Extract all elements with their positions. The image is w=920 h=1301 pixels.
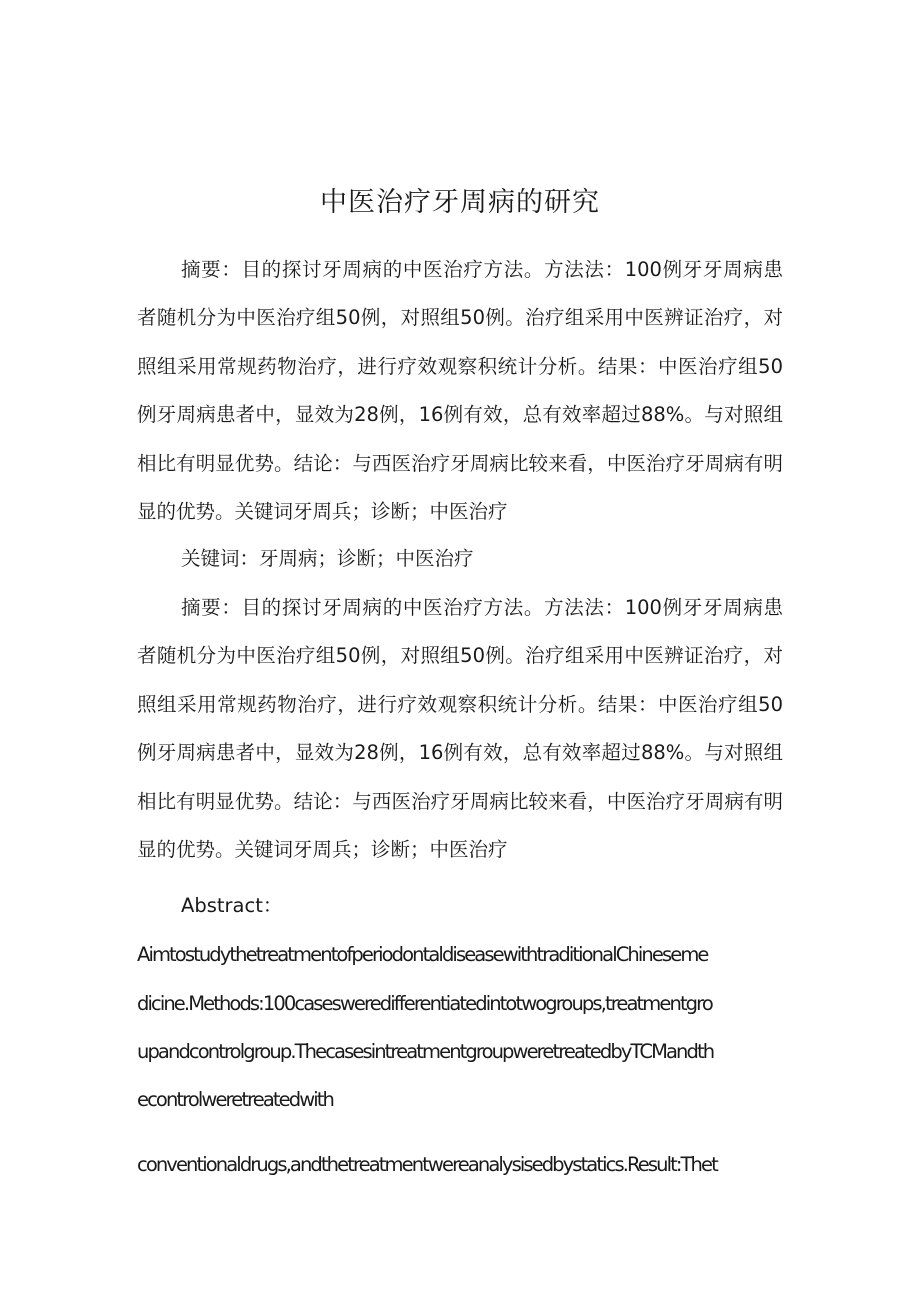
- abstract-en-line: econtrolweretreatedwith: [137, 1088, 333, 1111]
- document-title: 中医治疗牙周病的研究: [320, 187, 600, 218]
- abstract-cn-paragraph-2: 摘要：目的探讨牙周病的中医治疗方法。方法法：100例牙牙周病患者随机分为中医治疗组50例，对照组50例。治疗组采用中医辨证治疗，对照组采用常规药物治疗，进行疗效观察积统计分析。结果：中医治疗组50例牙周病患者中，显效为28例，16例有效，总有效率超过88%。与对照组相比有明显优势。结论：与西医治疗牙周病比较来看，中医治疗牙周病有明显的优势。关键词牙周兵；诊断；中医治疗: [137, 596, 783, 862]
- keywords-cn: 关键词：牙周病；诊断；中医治疗: [181, 547, 474, 570]
- abstract-en-line: conventionaldrugs,andthetreatmentwereanalysisedbystatics.Result:Thet: [137, 1153, 717, 1176]
- abstract-en-line: AimtostudythetreatmentofperiodontaldiseasewithtraditionalChineseme: [137, 943, 708, 966]
- abstract-cn-paragraph-1: 摘要：目的探讨牙周病的中医治疗方法。方法法：100例牙牙周病患者随机分为中医治疗组50例，对照组50例。治疗组采用中医辨证治疗，对照组采用常规药物治疗，进行疗效观察积统计分析。结果：中医治疗组50例牙周病患者中，显效为28例，16例有效，总有效率超过88%。与对照组相比有明显优势。结论：与西医治疗牙周病比较来看，中医治疗牙周病有明显的优势。关键词牙周兵；诊断；中医治疗: [137, 258, 783, 524]
- abstract-en-label: Abstract：: [181, 894, 283, 917]
- abstract-en-line: dicine.Methods:100casesweredifferentiatedintotwogroups,treatmentgro: [137, 992, 712, 1015]
- abstract-en-line: upandcontrolgroup.ThecasesintreatmentgroupweretreatedbyTCMandth: [137, 1040, 714, 1063]
